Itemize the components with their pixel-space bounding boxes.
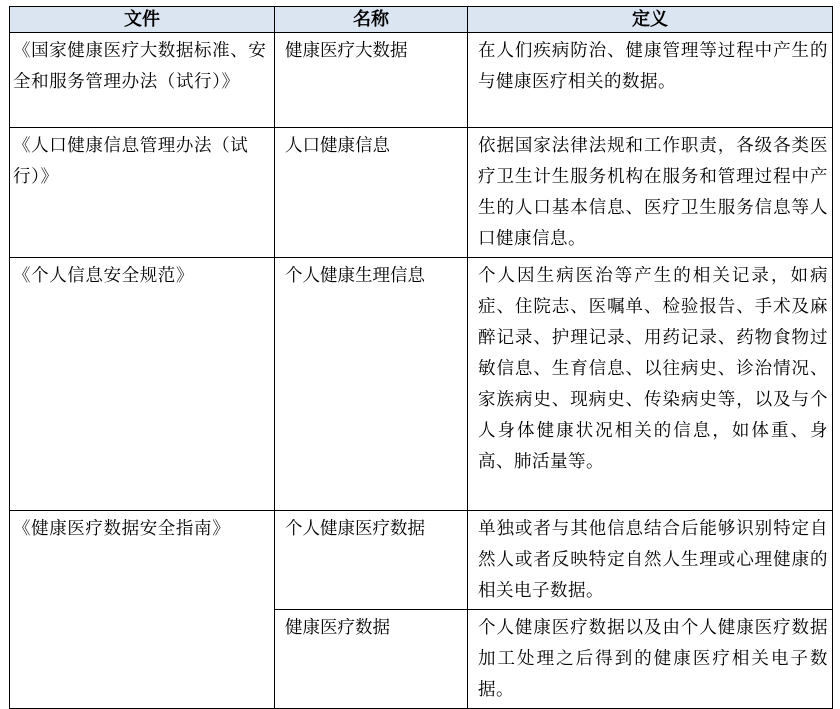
cell-name: 人口健康信息 [275,128,468,258]
table-header-row [10,7,833,33]
cell-document: 《国家健康医疗大数据标准、安全和服务管理办法（试行）》 [10,33,275,128]
cell-document: 《健康医疗数据安全指南》 [10,511,275,709]
table-row [10,128,833,258]
cell-document: 《个人信息安全规范》 [10,258,275,511]
header-definition: 定义 [468,7,833,33]
table-row [10,33,833,128]
definitions-table-wrapper [9,6,833,709]
cell-document: 《人口健康信息管理办法（试行）》 [10,128,275,258]
cell-definition: 在人们疾病防治、健康管理等过程中产生的与健康医疗相关的数据。 [468,33,833,128]
cell-definition: 单独或者与其他信息结合后能够识别特定自然人或者反映特定自然人生理或心理健康的相关电子数据。 [468,511,833,610]
table-row [10,511,833,610]
cell-definition: 个人健康医疗数据以及由个人健康医疗数据加工处理之后得到的健康医疗相关电子数据。 [468,610,833,709]
cell-name: 健康医疗数据 [275,610,468,709]
cell-definition: 个人因生病医治等产生的相关记录，如病症、住院志、医嘱单、检验报告、手术及麻醉记录、护理记录、用药记录、药物食物过敏信息、生育信息、以往病史、诊治情况、家族病史、现病史、传染病史等，以及与个人身体健康状况相关的信息，如体重、身高、肺活量等。 [468,258,833,511]
cell-name: 个人健康生理信息 [275,258,468,511]
definitions-table [9,6,833,709]
header-name: 名称 [275,7,468,33]
cell-name: 个人健康医疗数据 [275,511,468,610]
table-row [10,258,833,511]
cell-name: 健康医疗大数据 [275,33,468,128]
cell-definition: 依据国家法律法规和工作职责，各级各类医疗卫生计生服务机构在服务和管理过程中产生的人口基本信息、医疗卫生服务信息等人口健康信息。 [468,128,833,258]
header-document: 文件 [10,7,275,33]
